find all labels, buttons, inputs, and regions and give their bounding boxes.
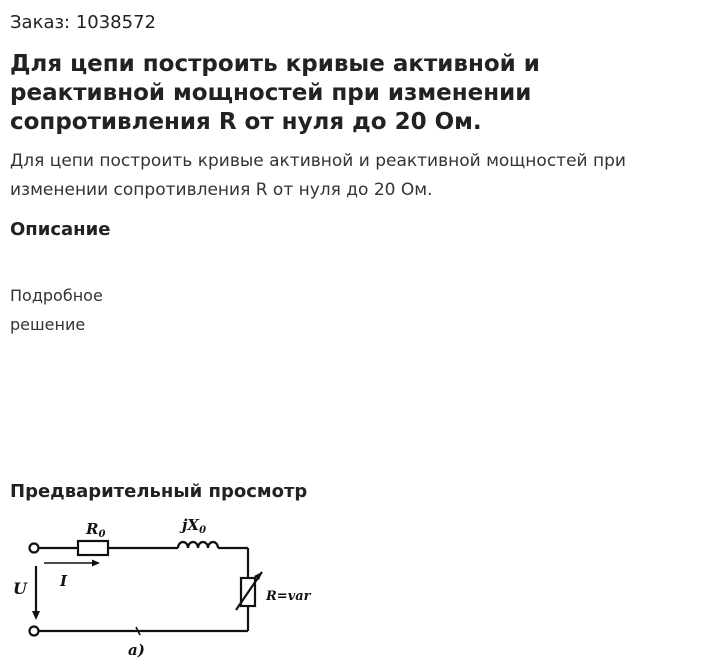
preview-heading: Предварительный просмотр — [10, 481, 308, 502]
terminal-top — [30, 544, 39, 553]
terminal-bottom — [30, 627, 39, 636]
task-text: Для цепи построить кривые активной и реактивной мощностей при изменении сопротивления R от нуля до 20 Ом. — [10, 151, 626, 200]
svg-text:jX0 — [179, 516, 206, 536]
label-voltage: U — [13, 579, 27, 598]
label-r0: R — [86, 520, 99, 538]
description-detail: Подробное решение — [10, 286, 103, 334]
circuit-diagram — [10, 510, 370, 662]
label-a: a) — [128, 641, 145, 659]
label-r0-sub: 0 — [98, 529, 106, 540]
label-r-var: R=var — [266, 589, 311, 604]
resistor-r0 — [78, 541, 108, 555]
label-current: I — [60, 572, 68, 590]
page-title: Для цепи построить кривые активной и реактивной мощностей при изменении сопротивления R от нуля до 20 Ом. — [10, 51, 540, 135]
inductor-x0 — [178, 542, 218, 548]
order-number: Заказ: 1038572 — [10, 12, 156, 33]
circuit-preview-image — [10, 510, 370, 662]
label-x0-sub: 0 — [199, 525, 207, 536]
description-heading: Описание — [10, 219, 111, 240]
label-x0: jX — [182, 516, 200, 534]
svg-text:R0 — [85, 520, 105, 540]
